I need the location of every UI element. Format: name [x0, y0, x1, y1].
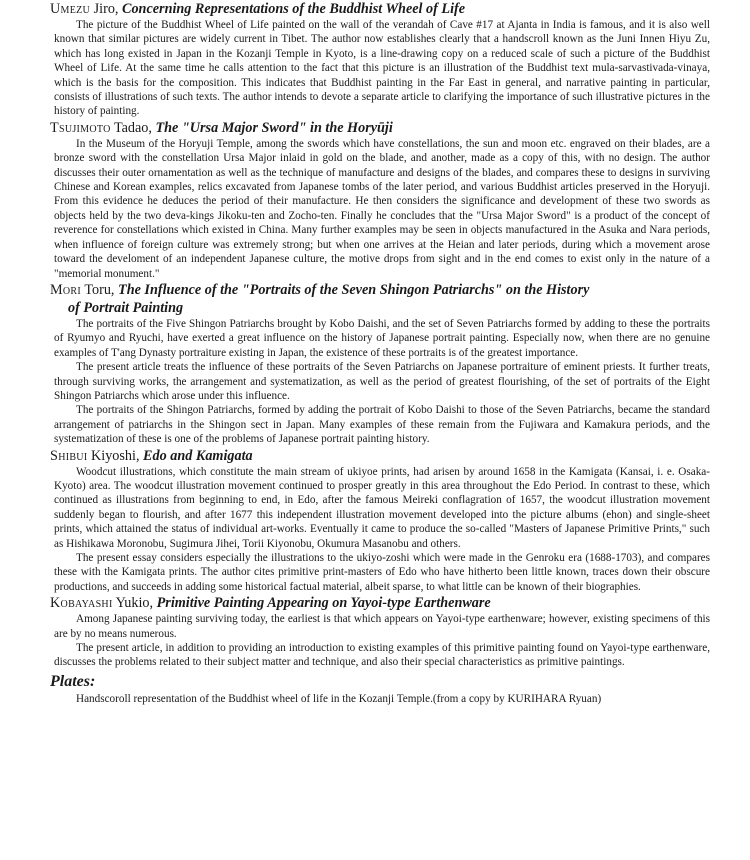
article-entry [50, 281, 710, 447]
article-heading [50, 594, 710, 612]
author-given-name: Jiro, [93, 1, 119, 17]
article-paragraph: The present article treats the influence of these portraits of the Seven Patriarchs on Japanese portraiture of eminent priests. It further treats, through surviving works, the arrangement and systematization, as well as the period of greatest flourishing, of the set of portraits of the Eight Shingon Patriarchs which arose under this influence. [54, 361, 710, 402]
article-entry [50, 447, 710, 595]
plates-caption: Handscoroll representation of the Buddhist wheel of life in the Kozanji Temple.(from a copy by KURIHARA Ryuan) [76, 692, 602, 705]
article-heading [50, 447, 710, 465]
article-paragraph: The portraits of the Five Shingon Patriarchs brought by Kobo Daishi, and the set of Seven Patriarchs formed by adding to these the portraits of Ryumyo and Ryuchi, have exerted a great influence on the history of Japanese portrait painting. Especially now, when there are no genuine examples of T'ang Dynasty portraiture existing in Japan, the existence of these portraits is of the greatest importance. [54, 317, 710, 359]
article-paragraph: The present article, in addition to providing an introduction to existing examples of this primitive painting found on Yayoi-type earthenware, discusses the problems related to their subject matter and technique, and also their special characteristics as primitive paintings. [54, 642, 710, 669]
article-entry [50, 119, 710, 281]
article-heading [50, 281, 710, 317]
author-family-name: Mori [50, 281, 82, 298]
article-title: The Influence of the "Portraits of the Seven Shingon Patriarchs" on the History [118, 281, 590, 298]
article-paragraph: In the Museum of the Horyuji Temple, among the swords which have constellations, the sun and moon etc. engraved on their blades, are a bronze sword with the constellation Ursa Major inlaid in gold on the blade, and another, made as a copy of this, with no design. The author discusses their outer ornamentation as well as the technique of manufacture and designs of the blades, and compares these to designs in surviving Chinese and Korean examples, relics excavated from Japanese tombs of the later period, and various Buddhist articles preserved in the Horyuji. From this evidence he deduces the period of their manufacture. He then considers the significance and development of these two swords as objects held by the two deva-kings Jikoku-ten and Zocho-ten. Finally he concludes that the "Ursa Major Sword" is a product of the concept of reverence for constellations which existed in China. Many further examples may be seen in objects manufactured in the Asuka and Nara periods, when influence of foreign culture was extremely strong; but when one arrives at the Heian and later periods, during which a movement arose toward the develoment of an independent Japanese culture, the motive drops from sight and in the end comes to exist only in the nature of a "memorial monument." [54, 137, 710, 280]
author-given-name: Toru, [84, 281, 115, 298]
article-heading [50, 0, 710, 18]
article-heading [50, 119, 710, 137]
article-entry [50, 0, 710, 119]
article-title: Edo and Kamigata [143, 447, 253, 464]
author-given-name: Yukio, [115, 595, 154, 612]
article-title: The "Ursa Major Sword" in the Horyūji [155, 119, 393, 136]
plates-section [50, 672, 710, 706]
article-paragraph: Woodcut illustrations, which constitute the main stream of ukiyoe prints, had arisen by around 1658 in the Kamigata (Kansai, i. e. Osaka-Kyoto) area. The woodcut illustration movement continued to prosper greatly in this area throughout the Edo Period. In contrast to these, which continued as illustrations from beginning to end, in Edo, after the famous Meireki conflagration of 1657, the woodcut illustration movement suddenly began to flourish, and after 1677 this independent illustration movement developed into the picture albums (ehon) and single-sheet prints, which attained the status of individual art-works. Eventually it came to produce the so-called "Masters of Japanese Primitive Prints," such as Hishikawa Moronobu, Sugimura Jihei, Torii Kiyonobu, Okumura Masanobu and others. [54, 465, 710, 550]
author-family-name: Tsujimoto [50, 119, 111, 136]
article-paragraph: Among Japanese painting surviving today, the earliest is that which appears on Yayoi-type earthenware; however, existing specimens of this are by no means numerous. [54, 613, 710, 640]
plates-heading: Plates: [50, 672, 96, 690]
article-title: Primitive Painting Appearing on Yayoi-type Earthenware [156, 595, 491, 612]
article-paragraph: The present essay considers especially the illustrations to the ukiyo-zoshi which were made in the Genroku era (1688-1703), and compares these with the Kamigata prints. The author cites primitive print-masters of Edo who have hitherto been little known, traces down their obscure productions, and succeeds in adding some historical factual material, albeit sparse, to what little can be known of their biographies. [54, 552, 710, 593]
author-family-name: Umezu [50, 1, 91, 17]
article-entry [50, 594, 710, 670]
author-family-name: Kobayashi [50, 595, 113, 612]
article-paragraph: The portraits of the Shingon Patriarchs, formed by adding the portrait of Kobo Daishi to those of the Seven Patriarchs, became the standard arrangement of patriarchs in the Shingon sect in Japan. Many examples of these remain from the Fujiwara and Kamakura periods, and the systematization of these is one of the problems of Japanese portrait painting history. [54, 404, 710, 446]
author-family-name: Shibui [50, 447, 88, 464]
article-title: Concerning Representations of the Buddhist Wheel of Life [122, 1, 466, 17]
article-paragraph: The picture of the Buddhist Wheel of Life painted on the wall of the verandah of Cave #17 at Ajanta in India is famous, and it is also well known that similar pictures are widely current in Tibet. The author now establishes clearly that a handscroll known as the Juni Innen Hiyu Zu, which has long existed in Japan in the Kozanji Temple in Kyoto, is a line-drawing copy on a reduced scale of such a picture of the Buddhist Wheel of Life. At the same time he calls attention to the fact that this picture is an illustration of the Buddhist text mula-sarvastivada-vinaya, which is the basis for the composition. This indicates that Buddhist painting in the Far East in general, and narrative painting in particular, consists of illustrations of such texts. The author intends to devote a separate article to clarifying the importance of such illustrative pictures in the history of painting. [54, 19, 710, 118]
author-given-name: Tadao, [113, 119, 152, 136]
author-given-name: Kiyoshi, [91, 447, 140, 464]
article-title-continuation: of Portrait Painting [68, 299, 184, 316]
